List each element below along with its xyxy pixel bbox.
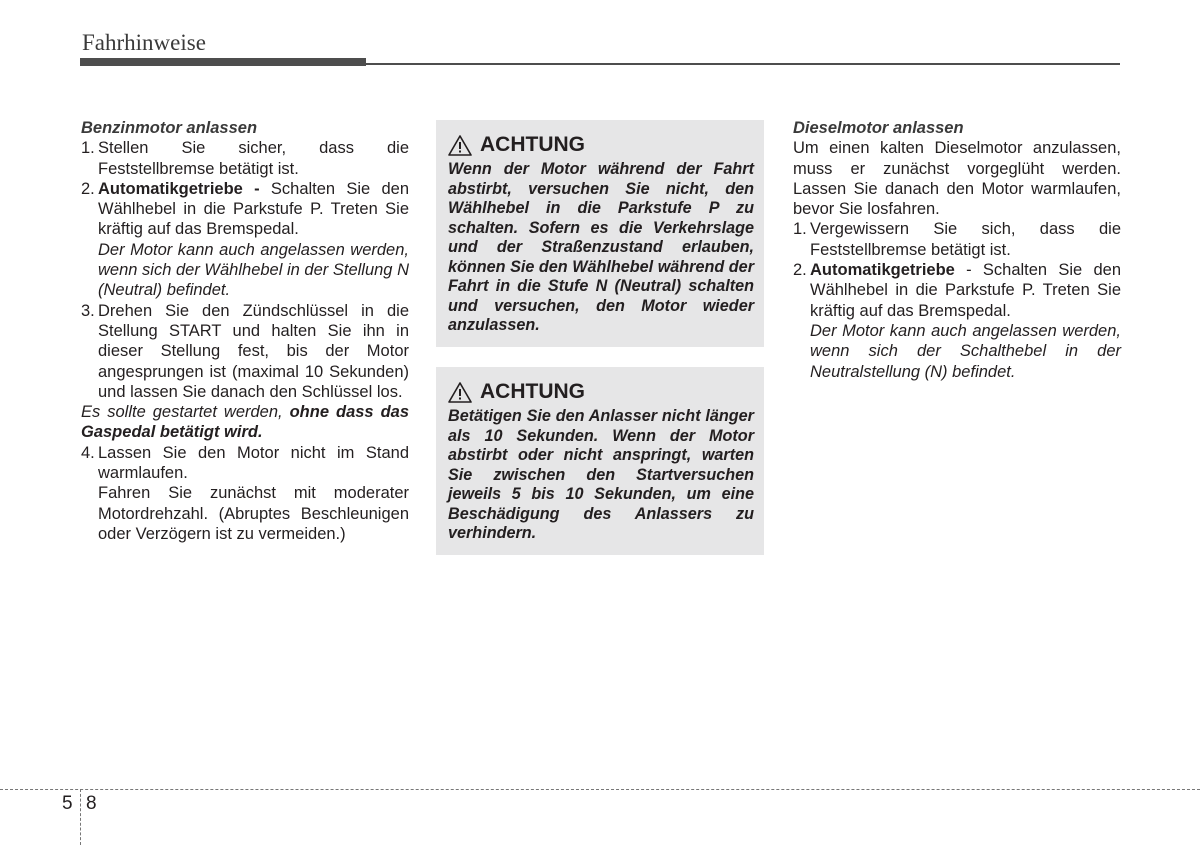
warning-header <box>448 130 754 160</box>
list-text: Lassen Sie den Motor nicht im Stand warmlaufen. <box>98 443 409 483</box>
warning-title: ACHTUNG <box>480 133 585 156</box>
list-number: 1. <box>81 139 95 158</box>
list-item-extra: Fahren Sie zunächst mit moderater Motordrehzahl. (Abruptes Beschleunigen oder Verzögern ist zu vermeiden.) <box>98 484 409 543</box>
page-header-title: Fahrhinweise <box>82 30 206 55</box>
note-text: Der Motor kann auch angelassen werden, wenn sich der Schalthebel in der Neutralstellung (N) befindet. <box>810 321 1121 381</box>
warning-box <box>436 367 764 555</box>
important-note <box>81 402 409 443</box>
right-column <box>793 118 1121 382</box>
warning-text: Betätigen Sie den Anlasser nicht länger als 10 Sekunden. Wenn der Motor abstirbt oder nicht anspringt, warten Sie zwischen den Startversuchen jeweils 5 bis 10 Sekunden, um eine Beschädigung des Anlassers zu verhindern. <box>448 407 754 542</box>
list-number: 2. <box>793 261 807 280</box>
bold-term: Automatikgetriebe <box>810 261 955 280</box>
note-plain: Es sollte gestartet werden, <box>81 403 290 422</box>
list-text <box>98 179 409 240</box>
note-text: Der Motor kann auch angelassen werden, wenn sich der Wählhebel in der Stellung N (Neutral) befindet. <box>98 240 409 300</box>
warning-triangle-icon <box>448 135 472 156</box>
list-text: Vergewissern Sie sich, dass die Feststellbremse betätigt ist. <box>810 220 1121 259</box>
list-item <box>81 179 409 240</box>
list-number: 3. <box>81 301 95 320</box>
list-number: 4. <box>81 443 95 462</box>
warning-title: ACHTUNG <box>480 380 585 403</box>
footer-divider <box>80 789 81 845</box>
list-text-rest: - Schalten Sie den Wählhebel in die Parkstufe P. Treten Sie kräftig auf das Bremspedal. <box>810 261 1121 320</box>
section-heading-diesel: Dieselmotor anlassen <box>793 119 964 137</box>
list-text: Drehen Sie den Zündschlüssel in die Stellung START und halten Sie ihn in dieser Stellung fest, bis der Motor angesprungen ist (maximal 10 Sekunden) und lassen Sie danach den Schlüssel los. <box>98 301 409 401</box>
section-number: 5 <box>62 793 73 814</box>
list-item <box>793 219 1121 260</box>
header-rule-thick <box>80 58 366 66</box>
list-item <box>81 443 409 484</box>
list-number: 2. <box>81 179 95 198</box>
list-text: Stellen Sie sicher, dass die Feststellbremse betätigt ist. <box>98 139 409 178</box>
left-column <box>81 118 409 544</box>
list-text <box>810 260 1121 321</box>
warning-header <box>448 377 754 407</box>
list-text-rest: Schalten Sie den Wählhebel in die Parkstufe P. Treten Sie kräftig auf das Bremspedal. <box>98 179 410 239</box>
bold-term: Automatikgetriebe - <box>98 179 260 198</box>
section-heading-petrol: Benzinmotor anlassen <box>81 119 258 137</box>
list-item <box>81 138 409 179</box>
header-rule-thin <box>366 63 1120 65</box>
intro-paragraph: Um einen kalten Dieselmotor anzulassen, muss er zunächst vorgeglüht werden. Lassen Sie danach den Motor warmlaufen, bevor Sie losfahren. <box>793 139 1121 219</box>
list-item <box>793 260 1121 321</box>
list-number: 1. <box>793 220 807 239</box>
warning-text: Wenn der Motor während der Fahrt abstirbt, versuchen Sie nicht, den Wählhebel in die Parkstufe P zu schalten. Sofern es die Verkehrslage und der Straßenzustand erlauben, können Sie den Wählhebel während der Fahrt in die Stufe N (Neutral) schalten und versuchen, den Motor wieder anzulassen. <box>448 160 754 334</box>
page-number: 8 <box>86 793 97 814</box>
note-bold: ohne dass das Gaspedal betätigt wird. <box>81 403 410 442</box>
warning-triangle-icon <box>448 382 472 403</box>
list-item <box>81 301 409 402</box>
warning-box <box>436 120 764 347</box>
footer-rule <box>0 789 1200 790</box>
